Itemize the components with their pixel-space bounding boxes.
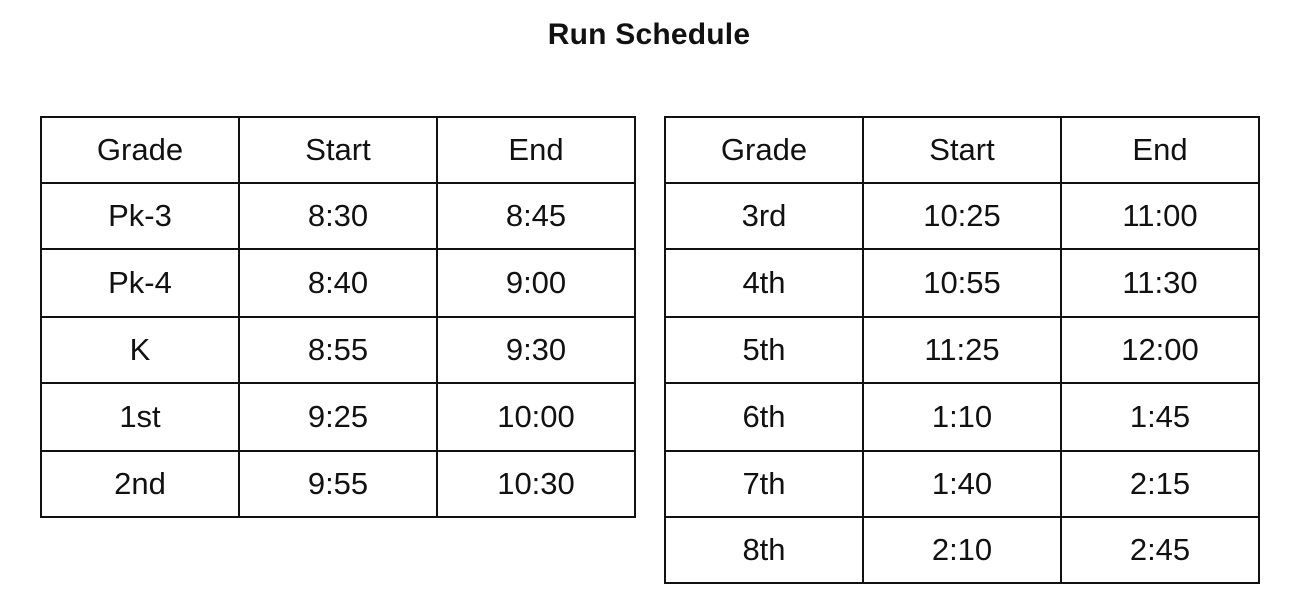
start-cell: 10:55: [863, 249, 1061, 317]
start-cell: 11:25: [863, 317, 1061, 383]
end-cell: 9:00: [437, 249, 635, 317]
column-header-start: Start: [863, 117, 1061, 183]
table-row: [665, 517, 1259, 583]
table-row: [665, 383, 1259, 451]
grade-cell: 6th: [665, 383, 863, 451]
table-header-row: [41, 117, 635, 183]
end-cell: 8:45: [437, 183, 635, 249]
end-cell: 12:00: [1061, 317, 1259, 383]
column-header-end: End: [437, 117, 635, 183]
end-cell: 2:15: [1061, 451, 1259, 517]
grade-cell: 4th: [665, 249, 863, 317]
table-row: [41, 451, 635, 517]
start-cell: 2:10: [863, 517, 1061, 583]
grade-cell: 5th: [665, 317, 863, 383]
end-cell: 10:00: [437, 383, 635, 451]
table-row: [665, 183, 1259, 249]
grade-cell: Pk-4: [41, 249, 239, 317]
column-header-start: Start: [239, 117, 437, 183]
start-cell: 8:55: [239, 317, 437, 383]
end-cell: 11:00: [1061, 183, 1259, 249]
table-row: [41, 183, 635, 249]
end-cell: 11:30: [1061, 249, 1259, 317]
table-row: [665, 317, 1259, 383]
table-row: [41, 317, 635, 383]
column-header-grade: Grade: [665, 117, 863, 183]
column-header-end: End: [1061, 117, 1259, 183]
end-cell: 1:45: [1061, 383, 1259, 451]
start-cell: 8:30: [239, 183, 437, 249]
table-row: [41, 383, 635, 451]
grade-cell: 1st: [41, 383, 239, 451]
end-cell: 10:30: [437, 451, 635, 517]
grade-cell: 8th: [665, 517, 863, 583]
schedule-table-left: [40, 116, 636, 518]
grade-cell: K: [41, 317, 239, 383]
grade-cell: Pk-3: [41, 183, 239, 249]
start-cell: 10:25: [863, 183, 1061, 249]
grade-cell: 7th: [665, 451, 863, 517]
schedule-table-right: [664, 116, 1260, 584]
page-title: Run Schedule: [547, 18, 751, 51]
end-cell: 2:45: [1061, 517, 1259, 583]
start-cell: 1:40: [863, 451, 1061, 517]
table-header-row: [665, 117, 1259, 183]
end-cell: 9:30: [437, 317, 635, 383]
column-header-grade: Grade: [41, 117, 239, 183]
table-row: [41, 249, 635, 317]
start-cell: 1:10: [863, 383, 1061, 451]
table-row: [665, 451, 1259, 517]
grade-cell: 2nd: [41, 451, 239, 517]
start-cell: 9:55: [239, 451, 437, 517]
start-cell: 9:25: [239, 383, 437, 451]
start-cell: 8:40: [239, 249, 437, 317]
table-row: [665, 249, 1259, 317]
grade-cell: 3rd: [665, 183, 863, 249]
